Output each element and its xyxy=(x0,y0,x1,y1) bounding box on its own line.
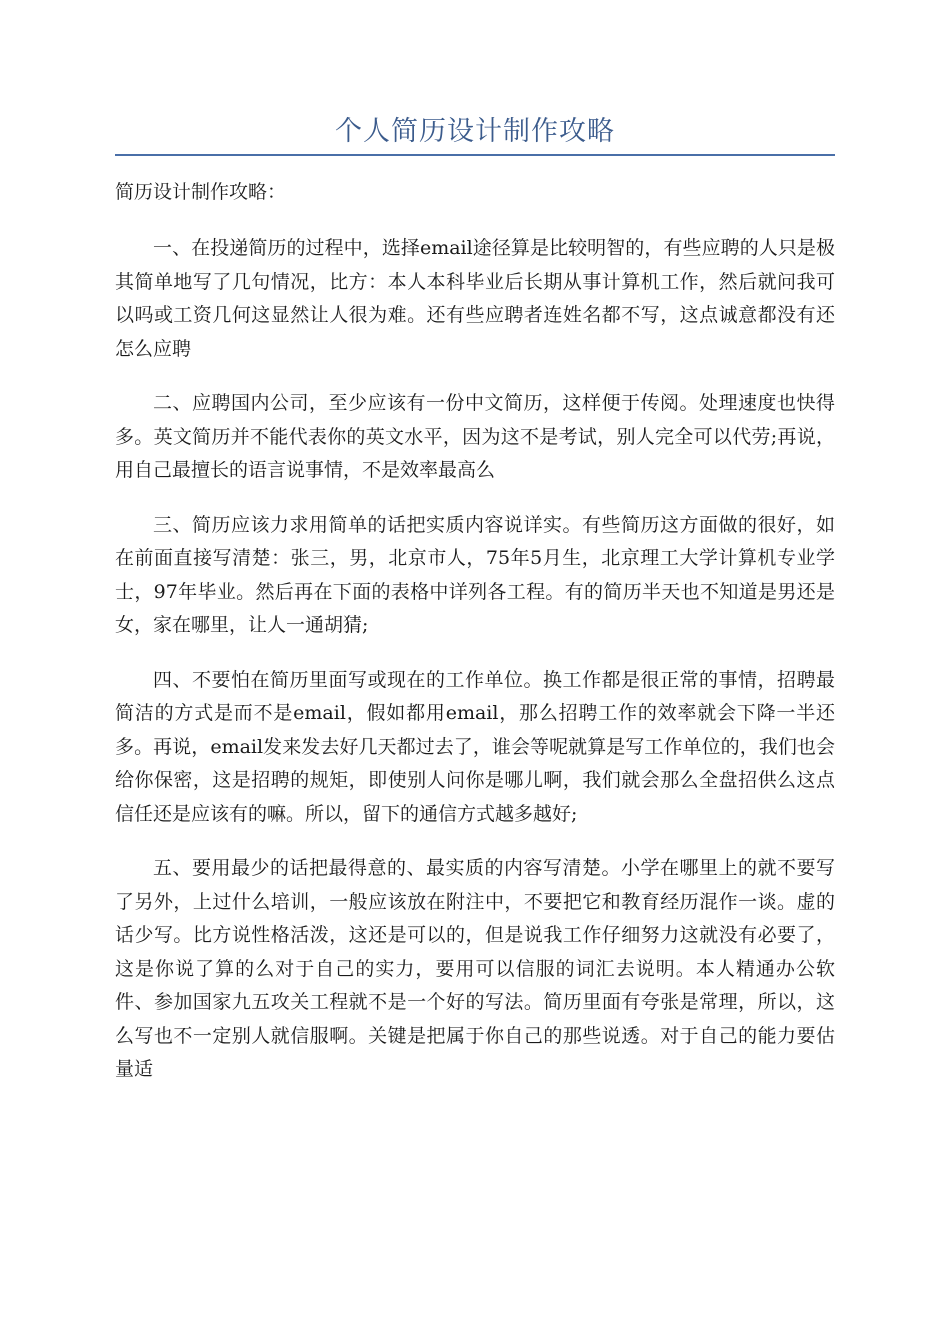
title-underline xyxy=(115,154,835,156)
lead-line: 简历设计制作攻略： xyxy=(115,181,287,203)
paragraph-5: 五、要用最少的话把最得意的、最实质的内容写清楚。小学在哪里上的就不要写了另外，上过什么培训，一般应该放在附注中，不要把它和教育经历混作一谈。虚的话少写。比方说性格活泼，这还是可以的，但是说我工作仔细努力这就没有必要了，这是你说了算的么对于自己的实力，要用可以信服的词汇去说明。本人精通办公软件、参加国家九五攻关工程就不是一个好的写法。简历里面有夸张是常理，所以，这么写也不一定别人就信服啊。关键是把属于你自己的那些说透。对于自己的能力要估量适 xyxy=(115,857,835,1080)
paragraph-1: 一、在投递简历的过程中，选择email途径算是比较明智的，有些应聘的人只是极其简单地写了几句情况，比方：本人本科毕业后长期从事计算机工作，然后就问我可以吗或工资几何这显然让人很为难。还有些应聘者连姓名都不写，这点诚意都没有还怎么应聘 xyxy=(115,237,835,360)
paragraph-2: 二、应聘国内公司，至少应该有一份中文简历，这样便于传阅。处理速度也快得多。英文简历并不能代表你的英文水平，因为这不是考试，别人完全可以代劳;再说，用自己最擅长的语言说事情，不是效率最高么 xyxy=(115,392,835,481)
document-title: 个人简历设计制作攻略 xyxy=(335,116,615,147)
paragraph-3: 三、简历应该力求用简单的话把实质内容说详实。有些简历这方面做的很好，如在前面直接写清楚：张三，男，北京市人，75年5月生，北京理工大学计算机专业学士，97年毕业。然后再在下面的表格中详列各工程。有的简历半天也不知道是男还是女，家在哪里，让人一通胡猜; xyxy=(115,513,835,636)
document-body xyxy=(115,176,835,1108)
paragraph-4: 四、不要怕在简历里面写或现在的工作单位。换工作都是很正常的事情，招聘最简洁的方式是而不是email，假如都用email，那么招聘工作的效率就会下降一半还多。再说，email发来发去好几天都过去了，谁会等呢就算是写工作单位的，我们也会给你保密，这是招聘的规矩，即使别人问你是哪儿啊，我们就会那么全盘招供么这点信任还是应该有的嘛。所以，留下的通信方式越多越好; xyxy=(115,668,835,825)
